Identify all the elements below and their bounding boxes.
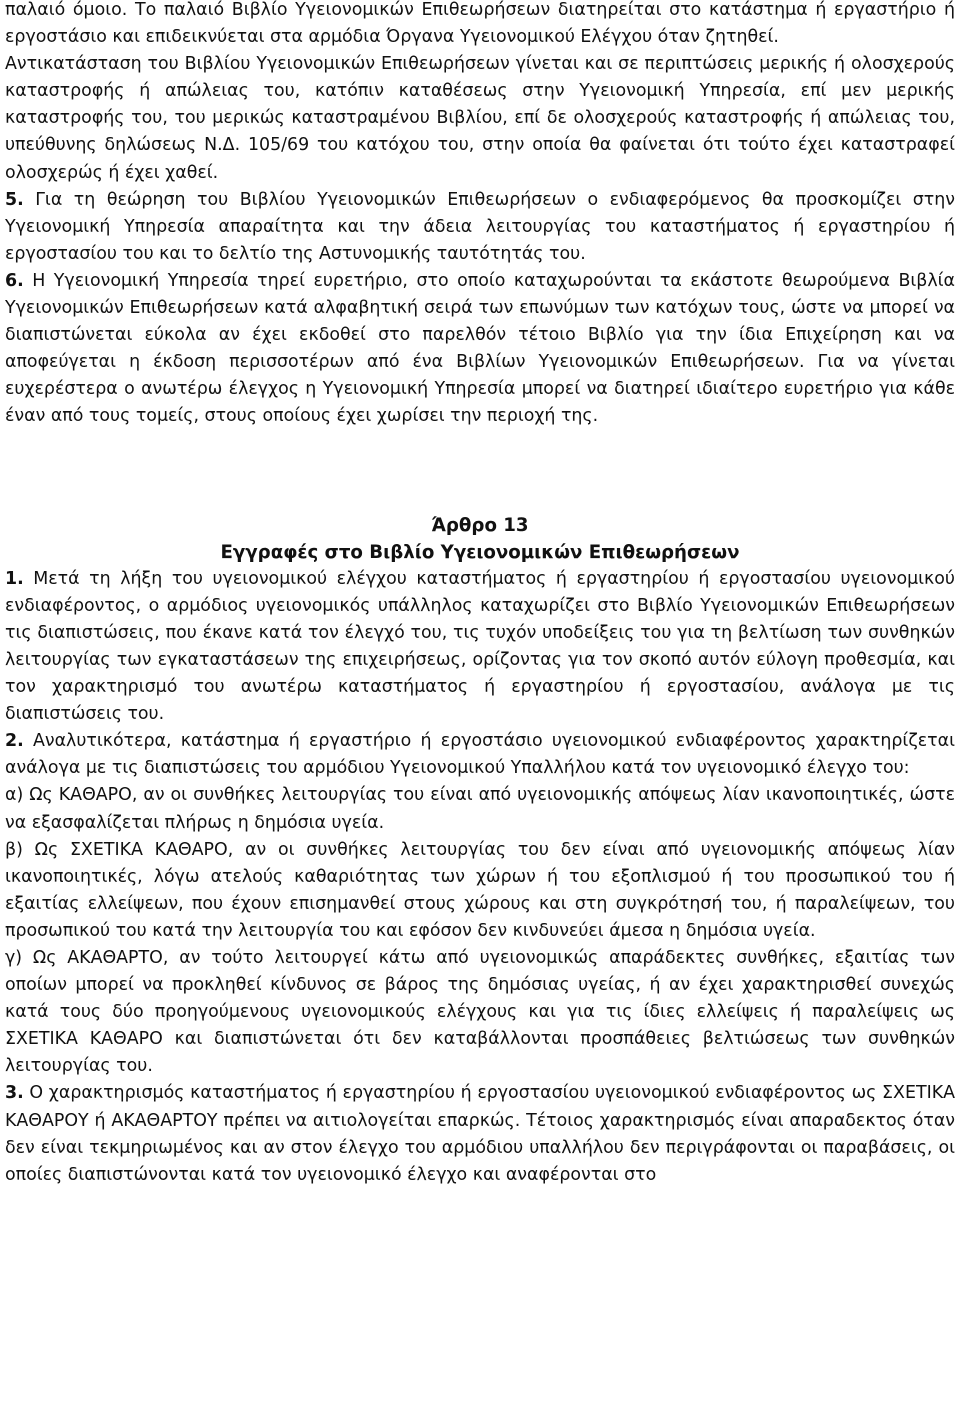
document-page [5, 0, 955, 1189]
article-item-1 [5, 566, 955, 729]
section-gap [5, 431, 955, 512]
article-item-1-text: Μετά τη λήξη του υγειονομικού ελέγχου καταστήματος ή εργαστηρίου ή εργοστασίου υγειονομικού ενδιαφέροντος, ο αρμόδιος υγειονομικός υπάλληλος καταχωρίζει στο Βιβλίο Υγειονομικών Επιθεωρήσεων τις διαπιστώσεις, που έκανε κατά τον έλεγχό του, τις τυχόν υποδείξεις του για τη βελτίωση των συνθηκών λειτουργίας των εγκαταστάσεων της επιχειρήσεως, ορίζοντας για τον σκοπό αυτόν εύλογη προθεσμία, και τον χαρακτηρισμό του ανωτέρω καταστήματος ή εργαστηρίου ή εργοστασίου, ανάλογα με τις διαπιστώσεις του. [5, 568, 955, 725]
paragraph-old-book: παλαιό όμοιο. Το παλαιό Βιβλίο Υγειονομικών Επιθεωρήσεων διατηρείται στο κατάστημα ή εργαστήριο ή εργοστάσιο και επιδεικνύεται στα αρμόδια Όργανα Υγειονομικού Ελέγχου όταν ζητηθεί. [5, 0, 955, 48]
article-subtitle: Εγγραφές στο Βιβλίο Υγειονομικών Επιθεωρήσεων [220, 541, 740, 563]
article-item-2-a: α) Ως ΚΑΘΑΡΟ, αν οι συνθήκες λειτουργίας του είναι από υγειονομικής απόψεως λίαν ικανοποιητικές, ώστε να εξασφαλίζεται πλήρως η δημόσια υγεία. [5, 785, 955, 833]
article-item-1-number: 1. [5, 568, 24, 589]
item-6-number: 6. [5, 270, 24, 291]
article-item-2-b: β) Ως ΣΧΕΤΙΚΑ ΚΑΘΑΡΟ, αν οι συνθήκες λειτουργίας του δεν είναι από υγειονομικής απόψεως λίαν ικανοποιητικές, λόγω ατελούς καθαριότητας των χώρων ή του εξοπλισμού ή του προσωπικού του ή εξαιτίας ελλείψεων, που έχουν επισημανθεί στους χώρους και στη συγκρότησή του, ή παραλείψεων, του προσωπικού του κατά την λειτουργία του και εφόσον δεν κινδυνεύει άμεσα η δημόσια υγεία. [5, 839, 955, 941]
item-5-number: 5. [5, 189, 24, 210]
item-5-text: Για τη θεώρηση του Βιβλίου Υγειονομικών Επιθεωρήσεων ο ενδιαφερόμενος θα προσκομίζει στην Υγειονομική Υπηρεσία απαραίτητα και την άδεια λειτουργίας του καταστήματος ή εργαστηρίου ή εργοστασίου του και το δελτίο της Αστυνομικής ταυτότητάς του. [5, 189, 955, 264]
paragraph-replacement: Αντικατάσταση του Βιβλίου Υγειονομικών Επιθεωρήσεων γίνεται και σε περιπτώσεις μερικής ή ολοσχερούς καταστροφής ή απώλειας του, κατόπιν καταθέσεως στην Υγειονομική Υπηρεσία, επί μεν μερικής καταστροφής του, του μερικώς καταστραμένου Βιβλίου, επί δε ολοσχερούς καταστροφής ή απώλειας του, υπεύθυνης δηλώσεως Ν.Δ. 105/69 του κατόχου του, στην οποία θα φαίνεται ότι τούτο έχει καταστραφεί ολοσχερώς ή έχει χαθεί. [5, 54, 955, 183]
article-item-3-text: Ο χαρακτηρισμός καταστήματος ή εργαστηρίου ή εργοστασίου υγειονομικού ενδιαφέροντος ως ΣΧΕΤΙΚΑ ΚΑΘΑΡΟΥ ή ΑΚΑΘΑΡΤΟΥ πρέπει να αιτιολογείται επαρκώς. Τέτοιος χαρακτηρισμός είναι απαραδεκτος όταν δεν είναι τεκμηριωμένος και αν στον έλεγχο του αρμόδιου υπαλλήλου δεν περιγράφονται οι παραβάσεις, οι οποίες διαπιστώνονται κατά τον υγειονομικό έλεγχο και αναφέρονται στο [5, 1083, 955, 1185]
article-item-2 [5, 728, 955, 782]
item-6 [5, 268, 955, 431]
item-6-text: Η Υγειονομική Υπηρεσία τηρεί ευρετήριο, στο οποίο καταχωρούνται τα εκάστοτε θεωρούμενα Βιβλία Υγειονομικών Επιθεωρήσεων κατά αλφαβητική σειρά των επωνύμων των κατόχων τους, ώστε να μπορεί να διαπιστώνεται εύκολα αν έχει εκδοθεί στο παρελθόν τέτοιο Βιβλίο για την ίδια Επιχείρηση και να αποφεύγεται η έκδοση περισσοτέρων από ένα Βιβλίων Υγειονομικών Επιθεωρήσεων. Για να γίνεται ευχερέστερα ο ανωτέρω έλεγχος η Υγειονομική Υπηρεσία μπορεί να διατηρεί ιδιαίτερο ευρετήριο για κάθε έναν από τους τομείς, στους οποίους έχει χωρίσει την περιοχή της. [5, 270, 955, 427]
article-item-3 [5, 1080, 955, 1188]
article-item-2-number: 2. [5, 731, 24, 752]
article-item-2-text: Αναλυτικότερα, κατάστημα ή εργαστήριο ή εργοστάσιο υγειονομικού ενδιαφέροντος χαρακτηρίζεται ανάλογα με τις διαπιστώσεις του αρμόδιου Υγειονομικού Υπαλλήλου κατά τον υγειονομικό έλεγχο του: [5, 731, 955, 779]
article-item-3-number: 3. [5, 1083, 24, 1104]
article-title: Άρθρο 13 [431, 514, 529, 536]
article-item-2-c: γ) Ως ΑΚΑΘΑΡΤΟ, αν τούτο λειτουργεί κάτω από υγειονομικώς απαράδεκτες συνθήκες, εξαιτίας των οποίων μπορεί να προκληθεί κίνδυνος σε βάρος της δημόσιας υγείας, ή αν έχει χαρακτηρισθεί συνεχώς κατά τους δύο προηγούμενους υγειονομικούς ελέγχους και για τις ίδιες ελλείψεις ή παραλείψεις ως ΣΧΕΤΙΚΑ ΚΑΘΑΡΟ και διαπιστώνεται ότι δεν καταβάλλονται προσπάθειες βελτιώσεως των συνθηκών λειτουργίας του. [5, 948, 955, 1077]
item-5 [5, 187, 955, 268]
